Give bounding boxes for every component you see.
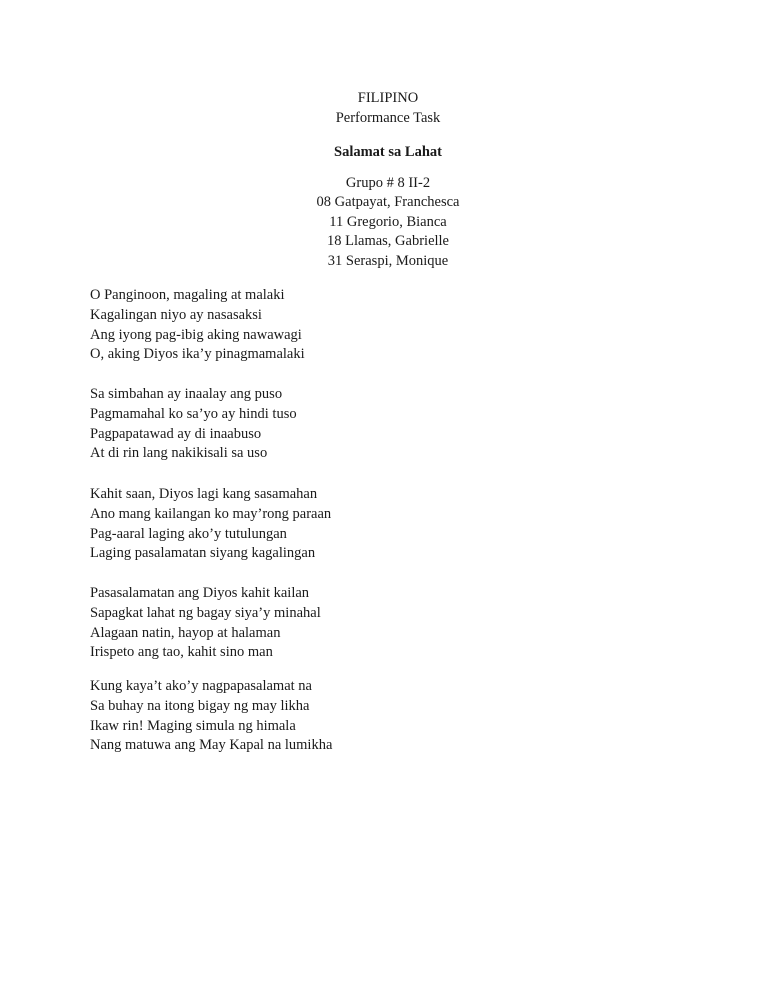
verse-line: Pag-aaral laging ako’y tutulungan	[90, 525, 287, 542]
verse-line: At di rin lang nakikisali sa uso	[90, 445, 268, 462]
verse-line: Kagalingan niyo ay nasasaksi	[90, 306, 262, 323]
verse-line: Pagpapatawad ay di inaabuso	[90, 425, 262, 442]
verse-line: Ikaw rin! Maging simula ng himala	[90, 717, 296, 734]
group-label: Grupo # 8 II-2	[345, 175, 431, 191]
poem-title: Salamat sa Lahat	[334, 144, 442, 160]
verse-line: O, aking Diyos ika’y pinagmamalaki	[90, 346, 305, 363]
member-item: 08 Gatpayat, Franchesca	[316, 194, 460, 210]
stanza-5	[90, 677, 332, 756]
subject-heading: FILIPINO	[357, 90, 419, 106]
verse-line: Kung kaya’t ako’y nagpapasalamat na	[90, 678, 312, 694]
verse-line: Sa simbahan ay inaalay ang puso	[90, 386, 283, 402]
verse-line: Irispeto ang tao, kahit sino man	[90, 644, 273, 661]
verse-line: Pagmamahal ko sa’yo ay hindi tuso	[90, 405, 297, 422]
verse-line: O Panginoon, magaling at malaki	[90, 287, 285, 303]
verse-line: Sa buhay na itong bigay ng may likha	[90, 697, 310, 714]
stanza-4	[90, 584, 321, 663]
verse-line: Sapagkat lahat ng bagay siya’y minahal	[90, 604, 321, 621]
verse-line: Pasasalamatan ang Diyos kahit kailan	[90, 585, 310, 601]
member-item: 11 Gregorio, Bianca	[329, 213, 447, 230]
verse-line: Ano mang kailangan ko may’rong paraan	[90, 505, 332, 522]
member-item: 31 Seraspi, Monique	[327, 253, 449, 270]
member-item: 18 Llamas, Gabrielle	[327, 233, 449, 250]
task-subheading: Performance Task	[335, 110, 441, 126]
member-list	[4, 193, 768, 272]
verse-line: Laging pasalamatan siyang kagalingan	[90, 545, 316, 562]
verse-line: Ang iyong pag-ibig aking nawawagi	[90, 326, 302, 343]
stanza-1	[90, 286, 305, 365]
stanza-3	[90, 485, 331, 564]
verse-line: Alagaan natin, hayop at halaman	[90, 624, 281, 641]
stanza-2	[90, 385, 297, 464]
verse-line: Nang matuwa ang May Kapal na lumikha	[90, 737, 333, 754]
verse-line: Kahit saan, Diyos lagi kang sasamahan	[90, 486, 318, 502]
